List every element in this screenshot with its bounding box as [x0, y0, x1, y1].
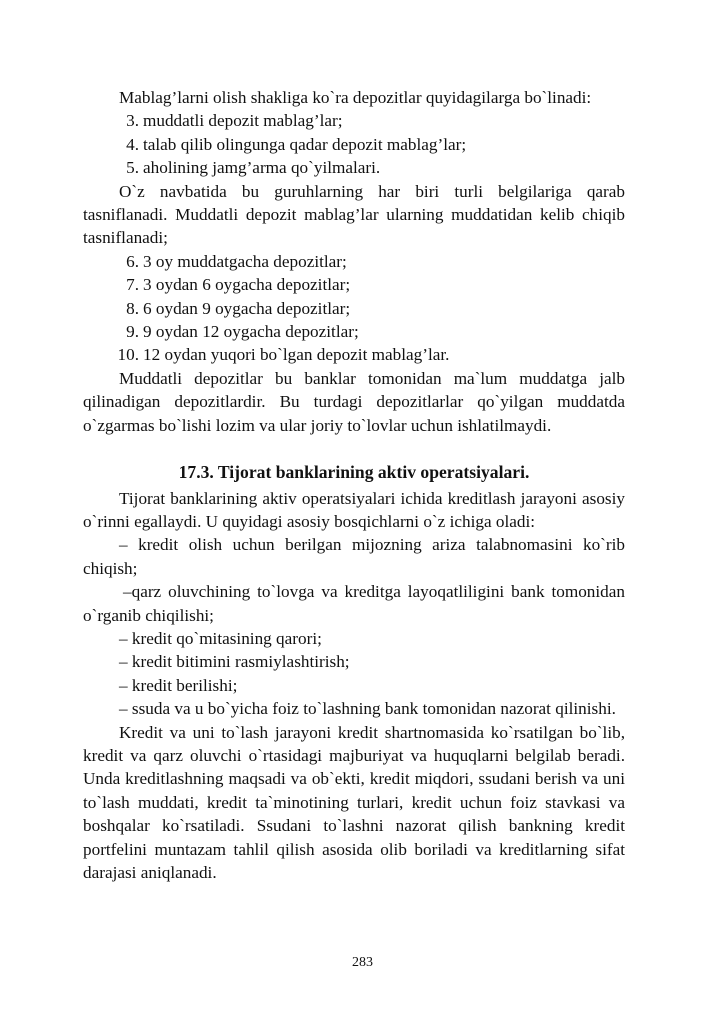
list-item-number: 9.	[126, 322, 139, 342]
section-title: 17.3. Tijorat banklarining aktiv operatsiyalari.	[178, 462, 530, 483]
credit-stages-list	[83, 533, 625, 720]
intro-paragraph: Mablag’larni olish shakliga ko`ra depozitlar quyidagilarga bo`linadi:	[119, 88, 592, 107]
list-item	[83, 320, 625, 343]
list-item	[83, 250, 625, 273]
list-item-text: 9 oydan 12 oygacha depozitlar;	[143, 322, 359, 342]
list-item	[83, 297, 625, 320]
list-item-number: 3.	[126, 111, 139, 131]
list-item	[83, 273, 625, 296]
list-item: – kredit bitimini rasmiylashtirish;	[119, 652, 350, 672]
list-item-number: 10.	[117, 345, 139, 365]
list-item-number: 8.	[126, 298, 139, 318]
page-body	[83, 86, 625, 884]
list-item-number: 6.	[126, 251, 139, 271]
list-item-text: muddatli depozit mablag’lar;	[143, 111, 343, 131]
list-item: – kredit qo`mitasining qarori;	[119, 628, 322, 648]
list-item: – kredit olish uchun berilgan mijozning ariza talabnomasini ko`rib chiqish;	[83, 535, 625, 578]
list-item-number: 5.	[126, 158, 139, 178]
final-paragraph: Kredit va uni to`lash jarayoni kredit shartnomasida ko`rsatilgan bo`lib, kredit va qarz oluvchi o`rtasidagi majburiyat va huquqlarni belgilab beradi. Unda kreditlashning maqsadi va ob`ekti, kredit miqdori, ssudani berish va uni to`lash muddati, kredit ta`minotining turlari, kredit uchun foiz stavkasi va boshqalar ko`rsatiladi. Ssudani to`lashni nazorat qilish bankning kredit portfelini muntazam tahlil qilish asosida olib boriladi va kreditlarning sifat darajasi aniqlanadi.	[83, 722, 625, 882]
section-intro-paragraph: Tijorat banklarining aktiv operatsiyalari ichida kreditlash jarayoni asosiy o`rinni egallaydi. U quyidagi asosiy bosqichlarni o`z ichiga oladi:	[83, 488, 625, 531]
term-list	[83, 250, 625, 367]
page-number: 283	[352, 955, 373, 970]
list-item-number: 7.	[126, 275, 139, 295]
list-item	[83, 109, 625, 132]
list-item: – kredit berilishi;	[119, 675, 238, 695]
classification-paragraph: O`z navbatida bu guruhlarning har biri turli belgilariga qarab tasniflanadi. Muddatli depozit mablag’lar ularning muddatidan kelib chiqib tasniflanadi;	[83, 181, 625, 248]
term-definition-paragraph: Muddatli depozitlar bu banklar tomonidan ma`lum muddatga jalb qilinadigan depozitlardir. Bu turdagi depozitlarlar qo`yilgan muddatda o`zgarmas bo`lishi lozim va ular joriy to`lovlar uchun ishlatilmaydi.	[83, 368, 625, 435]
list-item	[83, 156, 625, 179]
list-item-text: talab qilib olingunga qadar depozit mablag’lar;	[143, 134, 467, 154]
list-item: – ssuda va u bo`yicha foiz to`lashning bank tomonidan nazorat qilinishi.	[119, 699, 616, 719]
list-item-text: 3 oy muddatgacha depozitlar;	[143, 251, 347, 271]
list-item-number: 4.	[126, 134, 139, 154]
deposit-types-list	[83, 109, 625, 179]
list-item-text: 6 oydan 9 oygacha depozitlar;	[143, 298, 351, 318]
list-item: –qarz oluvchining to`lovga va kreditga layoqatliligini bank tomonidan o`rganib chiqilishi;	[83, 582, 625, 625]
list-item-text: aholining jamg’arma qo`yilmalari.	[143, 158, 381, 178]
list-item-text: 3 oydan 6 oygacha depozitlar;	[143, 275, 351, 295]
list-item	[83, 343, 625, 366]
list-item-text: 12 oydan yuqori bo`lgan depozit mablag’lar.	[143, 345, 450, 365]
list-item	[83, 133, 625, 156]
